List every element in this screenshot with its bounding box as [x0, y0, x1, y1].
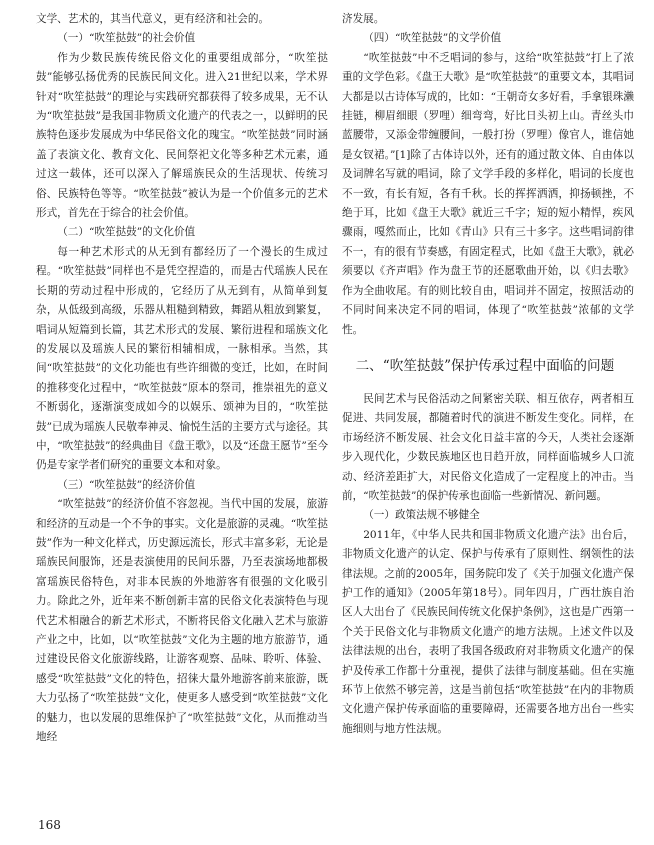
paragraph: 每一种艺术形式的从无到有都经历了一个漫长的生成过程。“吹笙挞鼓”同样也不是凭空捏造的，而是古代瑶族人民在长期的劳动过程中形成的，它经历了从无到有，从简单到复杂，从低级到高级，乐器从粗糙到精致，舞蹈从粗放到繁复，唱词从短篇到长篇，其艺术形式的发展、繁衍进程和瑶族文化的发展以及瑶族人民的繁衍相辅相成，一脉相承。当然，其间“吹笙挞鼓”的文化功能也有些许细微的变迁，比如，在时间的推移变化过程中，“吹笙挞鼓”原本的祭司，推崇祖先的意义不断弱化，逐渐演变成如今的以娱乐、颂神为目的，“吹笙挞鼓”已成为瑶族人民敬奉神灵、愉悦生活的主要方式与途径。其中，“吹笙挞鼓”的经典曲目《盘王歌》，以及“还盘王愿节”至今仍是专家学者们研究的重要文本和对象。	[36, 245, 328, 472]
paragraph: 2011年，《中华人民共和国非物质文化遗产法》出台后，非物质文化遗产的认定、保护与传承有了原则性、纲领性的法律法规。之前的2005年，国务院印发了《关于加强文化遗产保护工作的通知》（2005年第18号）。同年四月，广西壮族自治区人大出台了《民族民间传统文化保护条例》，这也是广西第一个关于民俗文化与非物质文化遗产的地方法规。上述文件以及法律法规的出台，表明了我国各级政府对非物质文化遗产的保护及传承工作都十分重视，提供了法律与制度基础。但在实施环节上依然不够完善，这是当前包括“吹笙挞鼓”在内的非物质文化遗产保护传承面临的重要障碍，还需要各地方出台一些实施细则与地方性法规。	[342, 528, 634, 735]
right-column	[342, 10, 634, 739]
left-column	[36, 10, 328, 747]
paragraph: “吹笙挞鼓”中不乏唱词的参与，这给“吹笙挞鼓”打上了浓重的文学色彩。《盘王大歌》是“吹笙挞鼓”的重要文本，其唱词大都是以古诗体写成的，比如：“王朝奇女多好看，手拿银珠濑挂链，柳眉细眼（罗哩）细弯弯，好比日头初上山。青丝头巾蓝腰带，又添金带缠腰间，一般打扮（罗哩）像官人，谁信她是女钗裙。”[1]除了古体诗以外，还有的通过散文体、自由体以及词牌名写就的唱词，除了文学手段的多样化，唱词的长度也不一致，有长有短，各有千秋。长的挥挥洒洒，抑扬顿挫，不绝于耳，比如《盘王大歌》就近三千字；短的短小精悍，疾风骤雨，嘎然而止，比如《青山》只有三十多字。这些唱词韵律不一，有的很有节奏感，有固定程式，比如《盘王大歌》，就必须要以《齐声唱》作为盘王节的还愿歌曲开始，以《归去歌》作为全曲收尾。有的则比较自由，唱词并不固定，按照活动的不同时间来决定不同的唱词，体现了“吹笙挞鼓”浓郁的文学性。	[342, 51, 634, 336]
paragraph: “吹笙挞鼓”的经济价值不容忽视。当代中国的发展，旅游和经济的互动是一个不争的事实。文化是旅游的灵魂。“吹笙挞鼓”作为一种文化样式，历史源远流长，形式丰富多彩，无论是瑶族民间服饰，还是表演使用的民间乐器，乃至表演场地都极富瑶族民俗特色，对非本民族的外地游客有很强的文化吸引力。除此之外，近年来不断创新丰富的民俗文化表演特色与现代艺术相融合的新艺术形式，不断将民俗文化融入艺术与旅游产业之中，比如，以“吹笙挞鼓”文化为主题的地方旅游节，通过建设民俗文化旅游线路，让游客观察、品味、聆听、体验、感受“吹笙挞鼓”文化的特色，招徕大量外地游客前来旅游，既大力弘扬了“吹笙挞鼓”文化，使更多人感受到“吹笙挞鼓”文化的魅力，也以发展的思维保护了“吹笙挞鼓”文化，从而推动当地经	[36, 498, 328, 744]
subsection-heading: （一）政策法规不够健全	[363, 509, 480, 522]
subsection-heading: （一）“吹笙挞鼓”的社会价值	[57, 32, 196, 45]
section-heading: 二、“吹笙挞鼓”保护传承过程中面临的问题	[355, 357, 615, 374]
page-number: 168	[38, 818, 61, 832]
paragraph-continuation: 济发展。	[342, 13, 385, 25]
subsection-heading: （四）“吹笙挞鼓”的文学价值	[363, 32, 502, 45]
subsection-heading: （三）“吹笙挞鼓”的经济价值	[57, 478, 196, 491]
paragraph: 民间艺术与民俗活动之间紧密关联、相互依存，两者相互促进、共同发展，都随着时代的演进不断发生变化。同样，在市场经济不断发展、社会文化日益丰富的今天，人类社会逐渐步入现代化，少数民族地区也日趋开放，同样面临城乡人口流动、经济差距扩大，对民俗文化造成了一定程度上的冲击。当前，“吹笙挞鼓”的保护传承也面临一些新情况、新问题。	[342, 392, 634, 502]
paragraph: 作为少数民族传统民俗文化的重要组成部分，“吹笙挞鼓”能够弘扬优秀的民族民间文化。进入21世纪以来，学术界针对“吹笙挞鼓”的理论与实践研究都获得了较多成果，无不认为“吹笙挞鼓”是我国非物质文化遗产的代表之一，以鲜明的民族特色逐步发展成为中华民俗文化的瑰宝。“吹笙挞鼓”同时涵盖了表演文化、教育文化、民间祭祀文化等多种艺术元素，通过这一载体，还可以深入了解瑶族民众的生活现状、传统习俗、民族特色等等。“吹笙挞鼓”被认为是一个价值多元的艺术形式，首先在于综合的社会价值。	[36, 51, 328, 220]
paragraph-continuation: 文学、艺术的，其当代意义，更有经济和社会的。	[36, 13, 270, 25]
subsection-heading: （二）“吹笙挞鼓”的文化价值	[57, 226, 196, 239]
